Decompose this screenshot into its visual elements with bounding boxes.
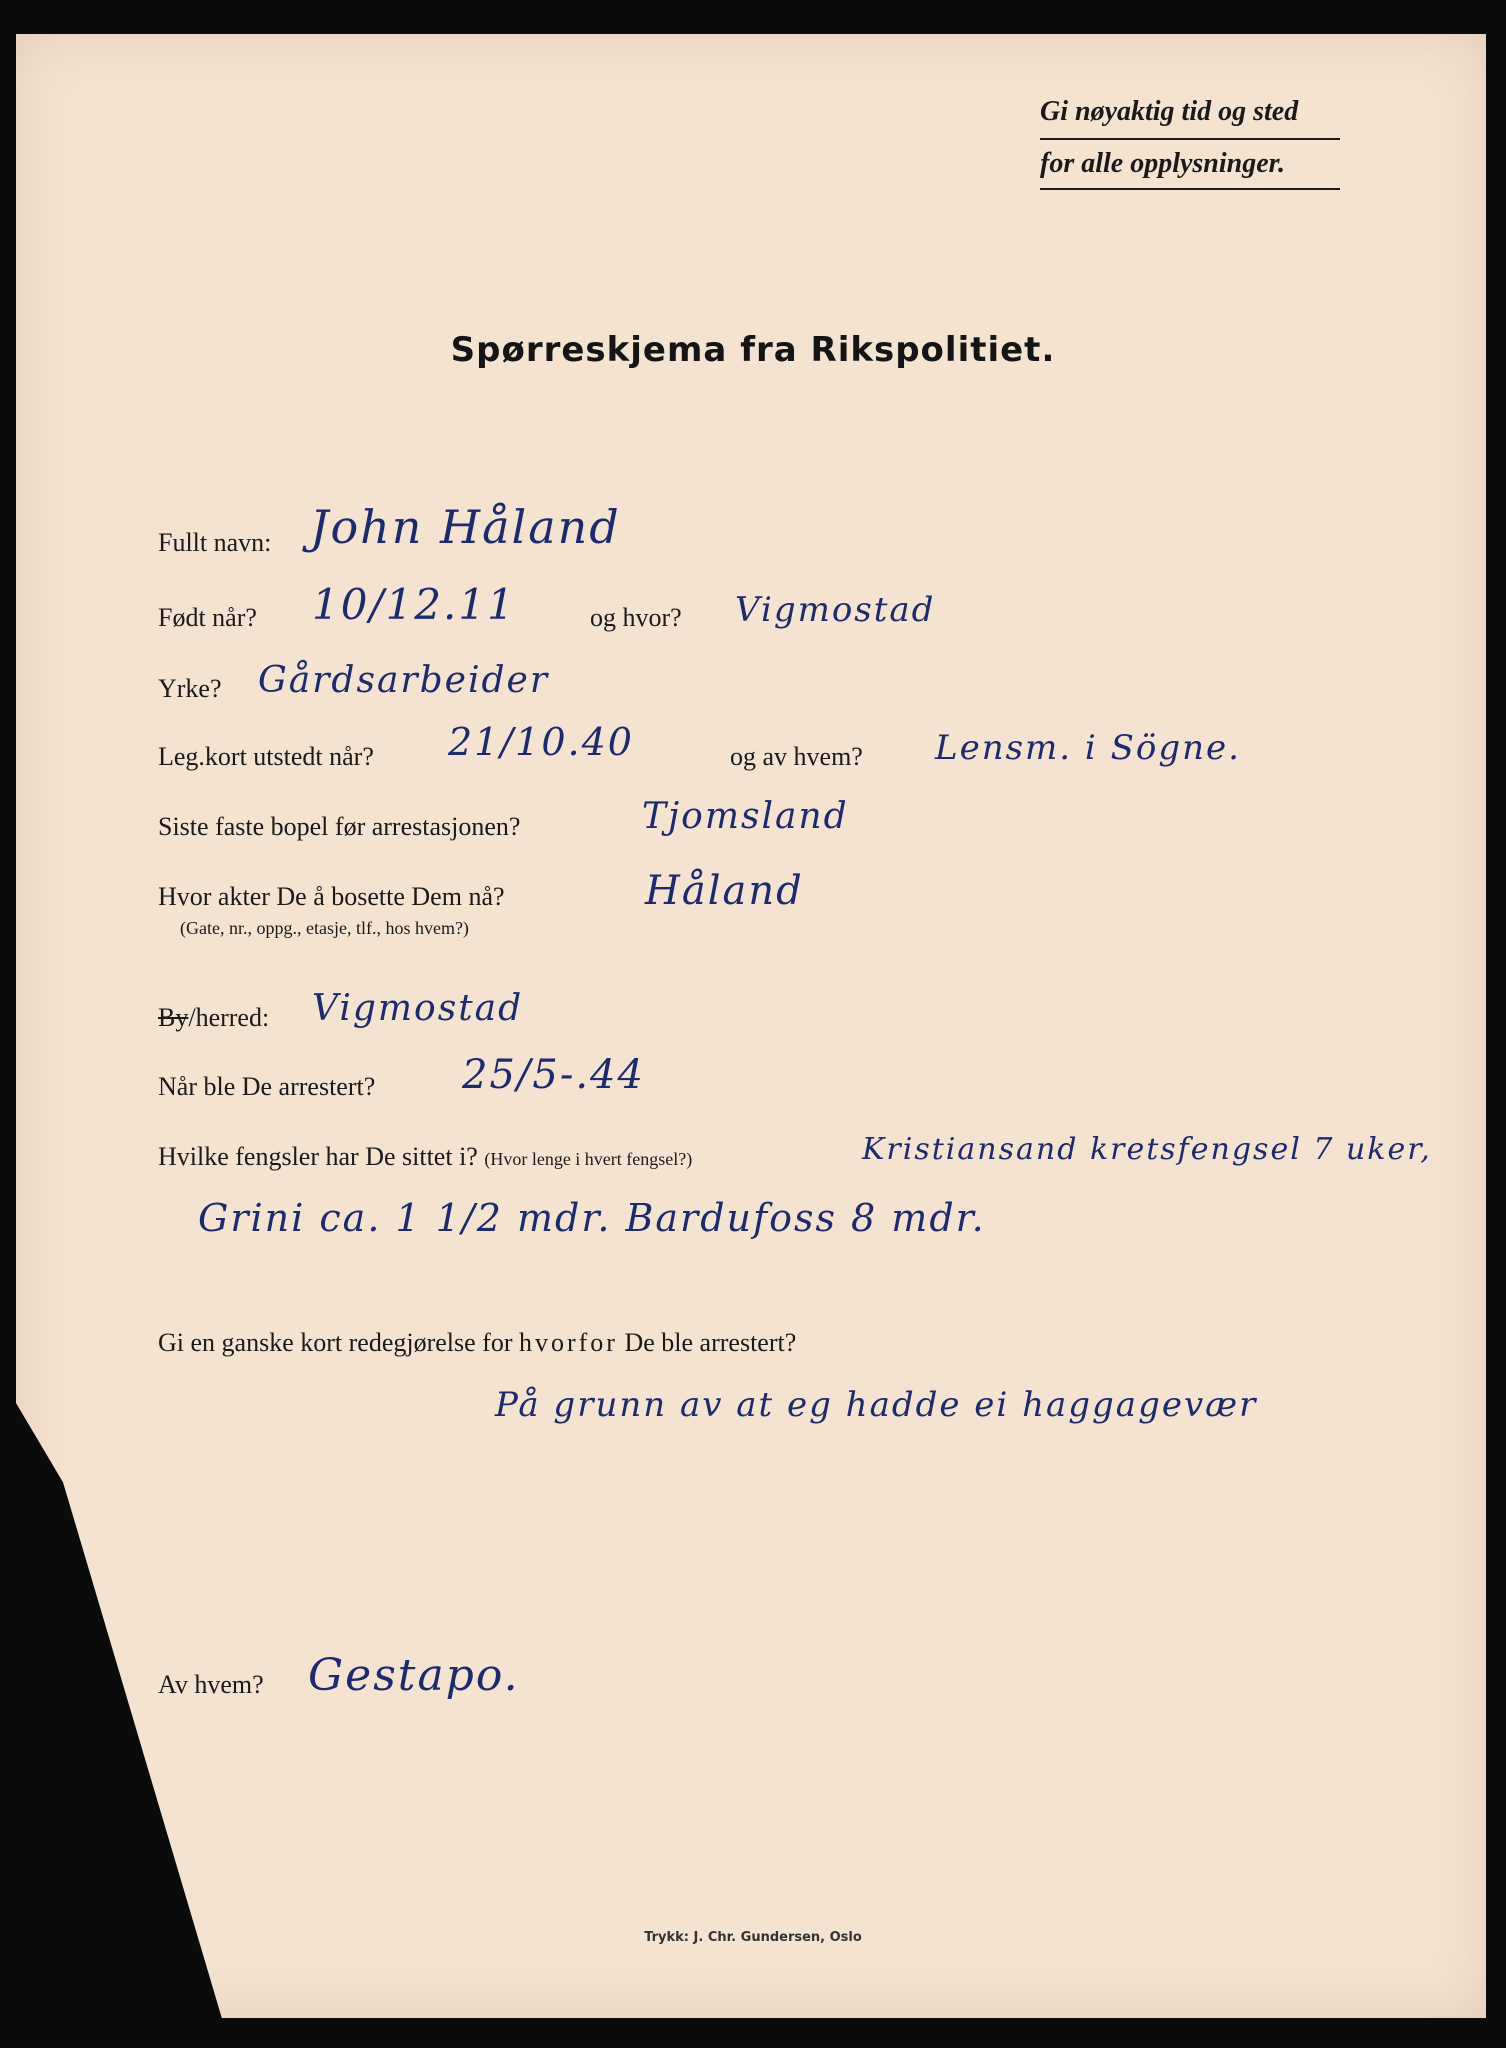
herred-value: Vigmostad xyxy=(312,988,524,1029)
reason-label-a: Gi en ganske kort redegjørelse for xyxy=(158,1328,513,1357)
last-residence-label: Siste faste bopel før arrestasjonen? xyxy=(158,812,521,841)
prisons-value-line2: Grini ca. 1 1/2 mdr. Bardufoss 8 mdr. xyxy=(198,1196,986,1240)
prisons-main-label: Hvilke fengsler har De sittet i? xyxy=(158,1142,478,1171)
settle-value: Håland xyxy=(645,868,804,914)
reason-label xyxy=(158,1328,796,1358)
reason-label-c: De ble arrestert? xyxy=(624,1328,797,1357)
settle-label: Hvor akter De å bosette Dem nå? xyxy=(158,882,505,911)
legcard-label: Leg.kort utstedt når? xyxy=(158,742,374,771)
prisons-sub-label: (Hvor lenge i hvert fengsel?) xyxy=(484,1149,693,1169)
reason-value: På grunn av at eg hadde ei haggagevær xyxy=(495,1385,1258,1425)
name-label: Fullt navn: xyxy=(158,528,272,557)
instruction-note-line1: Gi nøyaktig tid og sted xyxy=(1040,88,1340,140)
arrested-value: 25/5-.44 xyxy=(462,1052,645,1098)
settle-sub-label: (Gate, nr., oppg., etasje, tlf., hos hvem?) xyxy=(180,918,469,938)
by-herred-label: By/herred: xyxy=(158,1003,270,1032)
born-label: Født når? xyxy=(158,603,257,632)
born-where-value: Vigmostad xyxy=(735,590,936,630)
printer-footer: Trykk: J. Chr. Gundersen, Oslo xyxy=(644,1930,862,1945)
occupation-label: Yrke? xyxy=(158,674,222,703)
reason-label-b: hvorfor xyxy=(518,1328,618,1357)
last-residence-value: Tjomsland xyxy=(642,796,849,837)
instruction-note xyxy=(1040,88,1340,190)
occupation-value: Gårdsarbeider xyxy=(258,660,550,701)
arrested-label: Når ble De arrestert? xyxy=(158,1072,376,1101)
born-value: 10/12.11 xyxy=(312,580,516,629)
legcard-by-value: Lensm. i Sögne. xyxy=(935,728,1241,768)
name-value: John Håland xyxy=(310,500,621,554)
arrested-by-label: Av hvem? xyxy=(158,1670,264,1699)
form-title: Spørreskjema fra Rikspolitiet. xyxy=(450,330,1056,370)
born-where-label: og hvor? xyxy=(590,603,682,632)
by-struck-label: By xyxy=(158,1003,189,1032)
prisons-label xyxy=(158,1142,692,1172)
arrested-by-value: Gestapo. xyxy=(308,1650,520,1701)
legcard-by-label: og av hvem? xyxy=(730,742,863,771)
instruction-note-line2: for alle opplysninger. xyxy=(1040,140,1340,190)
herred-label: herred: xyxy=(195,1003,270,1032)
legcard-value: 21/10.40 xyxy=(448,720,634,764)
prisons-value-line1: Kristiansand kretsfengsel 7 uker, xyxy=(862,1132,1432,1167)
